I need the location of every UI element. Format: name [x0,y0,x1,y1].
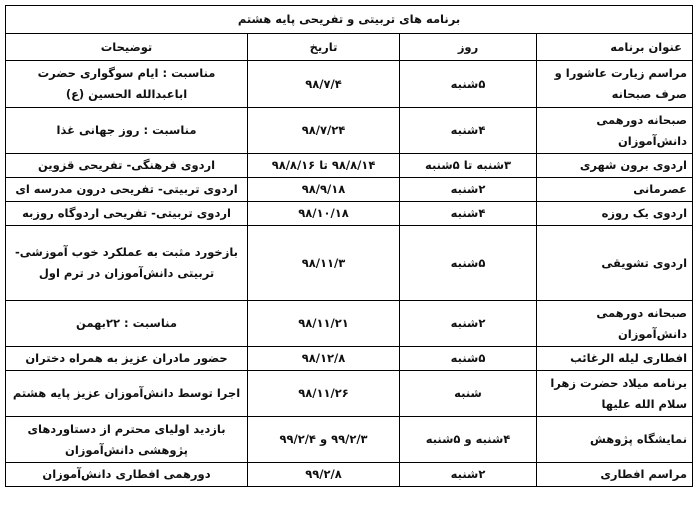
cell-notes: مناسبت : ۲۲بهمن [6,301,248,347]
cell-day: ۲شنبه [400,301,537,347]
table-row [6,417,693,463]
cell-date: ۹۸/۱۲/۸ [248,347,400,371]
cell-program-title: صبحانه دورهمی دانش‌آموزان [537,108,693,154]
cell-notes: دورهمی افطاری دانش‌آموزان [6,463,248,487]
cell-program-title: اردوی یک روزه [537,202,693,226]
cell-day: ۲شنبه [400,463,537,487]
cell-date: ۹۸/۹/۱۸ [248,178,400,202]
cell-notes: مناسبت : روز جهانی غذا [6,108,248,154]
header-notes: توضیحات [6,34,248,61]
cell-program-title: اردوی تشویقی [537,226,693,301]
cell-date: ۹۹/۲/۸ [248,463,400,487]
schedule-sheet [5,5,692,487]
cell-day: ۵شنبه [400,226,537,301]
cell-date: ۹۸/۱۱/۳ [248,226,400,301]
cell-notes: حضور مادران عزیز به همراه دختران [6,347,248,371]
cell-date: ۹۹/۲/۳ و ۹۹/۲/۴ [248,417,400,463]
table-row [6,301,693,347]
cell-program-title: صبحانه دورهمی دانش‌آموزان [537,301,693,347]
cell-date: ۹۸/۷/۲۴ [248,108,400,154]
cell-notes: بازخورد مثبت به عملکرد خوب آموزشی- تربیتی دانش‌آموزان در ترم اول [6,226,248,301]
cell-day: ۴شنبه و ۵شنبه [400,417,537,463]
cell-notes: مناسبت : ایام سوگواری حضرت اباعبدالله الحسین (ع) [6,61,248,108]
cell-day: ۴شنبه [400,202,537,226]
cell-date: ۹۸/۷/۴ [248,61,400,108]
cell-date: ۹۸/۱۱/۲۶ [248,371,400,417]
table-title: برنامه های تربیتی و تفریحی پایه هشتم [6,6,693,34]
cell-program-title: اردوی برون شهری [537,154,693,178]
cell-day: ۵شنبه [400,347,537,371]
cell-program-title: عصرمانی [537,178,693,202]
cell-notes: اردوی تربیتی- تفریحی درون مدرسه ای [6,178,248,202]
header-day: روز [400,34,537,61]
cell-day: ۳شنبه تا ۵شنبه [400,154,537,178]
cell-day: شنبه [400,371,537,417]
cell-program-title: مراسم افطاری [537,463,693,487]
table-row [6,178,693,202]
table-row [6,347,693,371]
table-row [6,61,693,108]
cell-day: ۵شنبه [400,61,537,108]
table-row [6,202,693,226]
table-row [6,154,693,178]
cell-date: ۹۸/۸/۱۴ تا ۹۸/۸/۱۶ [248,154,400,178]
cell-notes: اردوی فرهنگی- تفریحی قزوین [6,154,248,178]
table-header-row [6,34,693,61]
cell-program-title: مراسم زیارت عاشورا و صرف صبحانه [537,61,693,108]
cell-notes: بازدید اولیای محترم از دستاوردهای پژوهشی دانش‌آموزان [6,417,248,463]
cell-notes: اجرا توسط دانش‌آموزان عزیز پایه هشتم [6,371,248,417]
table-row [6,226,693,301]
cell-date: ۹۸/۱۰/۱۸ [248,202,400,226]
cell-day: ۲شنبه [400,178,537,202]
table-row [6,108,693,154]
table-row [6,371,693,417]
cell-program-title: نمایشگاه پژوهش [537,417,693,463]
cell-date: ۹۸/۱۱/۲۱ [248,301,400,347]
cell-notes: اردوی تربیتی- تفریحی اردوگاه روزبه [6,202,248,226]
cell-day: ۴شنبه [400,108,537,154]
table-caption-row [6,6,693,34]
header-program-title: عنوان برنامه [537,34,693,61]
cell-program-title: افطاری لیله الرغائب [537,347,693,371]
cell-program-title: برنامه میلاد حضرت زهرا سلام الله علیها [537,371,693,417]
header-date: تاریخ [248,34,400,61]
schedule-table [5,5,693,487]
table-row [6,463,693,487]
